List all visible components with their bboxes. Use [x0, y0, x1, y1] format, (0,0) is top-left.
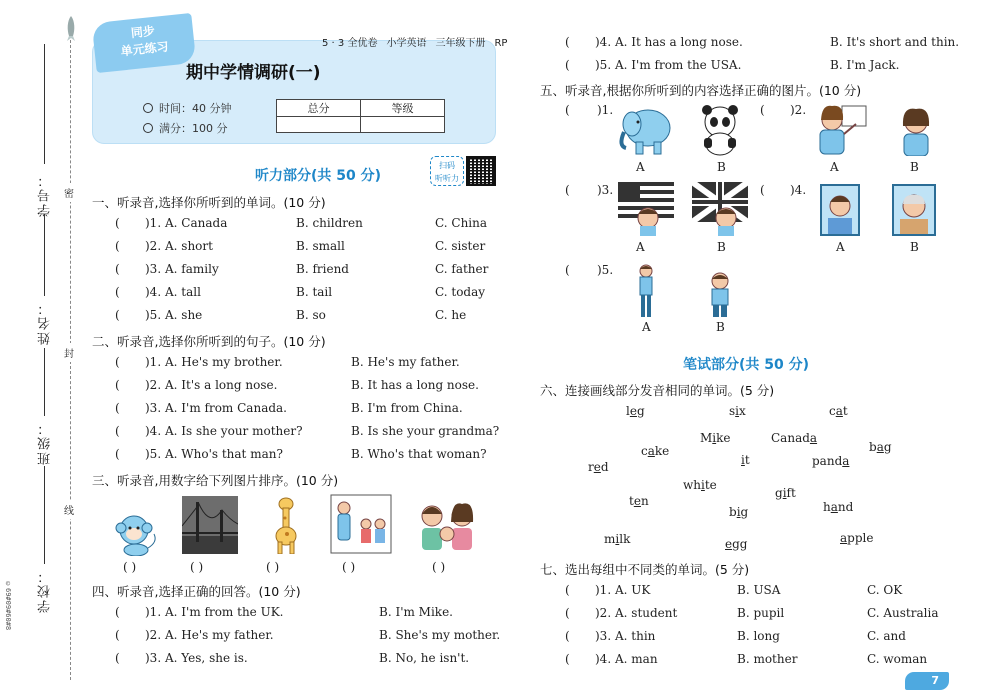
match-word[interactable]: big: [729, 505, 749, 519]
qr-code[interactable]: [466, 156, 496, 186]
sec2-option-b: B. He's my father.: [351, 355, 460, 369]
sec4-option-b: B. It's short and thin.: [830, 35, 960, 49]
sec2-number: )3.: [145, 401, 162, 415]
sec1-option-b: B. friend: [296, 262, 349, 276]
sec4-title: 四、听录音,选择正确的回答。(10 分): [92, 584, 301, 599]
bridge-picture: [182, 496, 238, 554]
sec5-q1-a: A: [636, 160, 645, 174]
match-word[interactable]: Mike: [700, 431, 731, 445]
sec4-option-a: A. It has a long nose.: [615, 35, 743, 49]
sec7-option-b: B. USA: [737, 583, 781, 597]
match-word[interactable]: cake: [641, 444, 670, 458]
class-label: 班级：: [38, 420, 53, 465]
sec1-number: )1.: [145, 216, 162, 230]
woman-teacher-picture: [812, 102, 868, 156]
sec7-option-b: B. pupil: [737, 606, 785, 620]
sec4-number: )5.: [595, 58, 612, 72]
order-blank-2[interactable]: ( ): [190, 560, 204, 574]
sec7-option-a: A. student: [615, 606, 678, 620]
sec4-option-a: A. He's my father.: [165, 628, 274, 642]
sec1-answer-5[interactable]: (: [115, 308, 120, 322]
sec4-option-b: B. She's my mother.: [379, 628, 501, 642]
sec4-option-a: A. Yes, she is.: [165, 651, 248, 665]
sec4-number: )3.: [145, 651, 162, 665]
match-word[interactable]: leg: [626, 404, 645, 418]
sec2-answer-3[interactable]: (: [115, 401, 120, 415]
match-word[interactable]: gift: [775, 486, 796, 500]
grade-cell[interactable]: [361, 117, 445, 133]
sec1-option-b: B. so: [296, 308, 326, 322]
match-word[interactable]: six: [729, 404, 746, 418]
sec1-number: )3.: [145, 262, 162, 276]
sec1-answer-3[interactable]: (: [115, 262, 120, 276]
sec2-option-b: B. Is she your grandma?: [351, 424, 500, 438]
page-number: 7: [905, 672, 949, 690]
match-word[interactable]: bag: [869, 440, 892, 454]
sec1-number: )2.: [145, 239, 162, 253]
sec2-title: 二、听录音,选择你所听到的句子。(10 分): [92, 334, 326, 349]
match-word[interactable]: hand: [823, 500, 854, 514]
sec1-option-c: C. he: [435, 308, 467, 322]
sec1-option-c: C. China: [435, 216, 488, 230]
seal-char-xian: 线: [64, 500, 74, 519]
binding-strip: [0, 0, 86, 693]
sec7-option-a: A. thin: [615, 629, 656, 643]
sec4-answer-4[interactable]: (: [565, 35, 570, 49]
sec1-title: 一、听录音,选择你所听到的单词。(10 分): [92, 195, 326, 210]
sec4-answer-3[interactable]: (: [115, 651, 120, 665]
sec1-option-a: A. Canada: [165, 216, 228, 230]
sec1-number: )4.: [145, 285, 162, 299]
sec2-answer-1[interactable]: (: [115, 355, 120, 369]
sec2-option-a: A. I'm from Canada.: [165, 401, 287, 415]
sec1-option-c: C. father: [435, 262, 489, 276]
tall-boy-picture: [636, 264, 656, 318]
match-word[interactable]: it: [741, 453, 750, 467]
sec7-option-c: C. Australia: [867, 606, 939, 620]
sec5-q2-b: B: [910, 160, 919, 174]
full-score-info: 满分：100 分: [143, 120, 228, 136]
check-icon: [143, 123, 153, 133]
class-line[interactable]: [44, 348, 45, 416]
sec7-number: )2.: [595, 606, 612, 620]
rocket-icon: [65, 16, 77, 42]
sec1-option-c: C. today: [435, 285, 486, 299]
sec5-title: 五、听录音,根据你所听到的内容选择正确的图片。(10 分): [540, 83, 862, 98]
sec3-title: 三、听录音,用数字给下列图片排序。(10 分): [92, 473, 339, 488]
sec1-option-b: B. tail: [296, 285, 333, 299]
match-word[interactable]: Canada: [771, 431, 818, 445]
girl-picture: [896, 104, 936, 156]
sec2-number: )4.: [145, 424, 162, 438]
seal-char-mi: 密: [64, 183, 74, 202]
sec1-option-a: A. she: [165, 308, 203, 322]
sec7-answer-1[interactable]: (: [565, 583, 570, 597]
exam-page: 密 封 线 学号： 姓名： 班级： 学校： ©69#09#60#8 同步 单元练习 5 · 3 全优卷 小学英语 三年级下册 RP 期中学情调研(一) 时间：40 分钟 满分：100 分 总分 等级 听力部分(共 50 分) 扫码 听听力 一、听录音,选择你所听到的单词。(10 分) ( )1. A. Canada B. children C. China ( )2. A. short B. small C. sister ( )3. A. family B. friend C. father ( )4. A. tall B. tail C. today ( )5. A. she B. so C. he 二、听录音,选择你所听到的句子。(10 分) ( )1. A. He's my brother. B. He's my father. ( )2. A. It's a long nose. B. It has a long nose. ( )3. A. I'm from Canada. B. I'm from China. ( )4. A. Is she your mother? B. Is she your grandma? ( )5. A. Who's that man? B. Who's that woman? 三、听录音,用数字给下列图片排序。(10 分) ( ) ( ) ( ) ( ) ( ) 四、听录音,选择正确的回答。(10 分) ( )1. A. I'm from the UK. B. I'm Mike. ( )2. A. He's my father. B. She's my mother. ( )3. A. Yes, she is. B. No, he isn't. ( )4. A. It has a long nose. B. It's short and thin. ( )5. A. I'm from the USA. B. I'm Jack. 五、听录音,根据你所听到的内容选择正确的图片。(10 分) ( )1. A B ( )2. A B ( )3. A B ( )4. A B ( )5. A B 笔试部分(共 50 分) 六、连接画线部分发音相同的单词。(5 分) leg six cat Mike Canada cake bag red it panda white ten gift hand big milk egg apple 七、选出每组中不同类的单词。(5 分) ( )1. A. UK B. USA C. OK ( )2. A. student B. pupil C. Australia ( )3. A. thin B. long C. and ( )4. A. man B. mother C. woman 7: [0, 0, 1000, 693]
sec2-answer-2[interactable]: (: [115, 378, 120, 392]
sec2-answer-4[interactable]: (: [115, 424, 120, 438]
sync-unit-badge: 同步 单元练习: [92, 13, 197, 73]
score-table: 总分 等级: [276, 99, 445, 133]
panda-picture: [698, 104, 742, 156]
sec7-option-a: A. man: [615, 652, 658, 666]
sec5-q3-b: B: [717, 240, 726, 254]
sec2-answer-5[interactable]: (: [115, 447, 120, 461]
sec7-number: )3.: [595, 629, 612, 643]
side-code: ©69#09#60#8: [4, 580, 12, 631]
sec4-answer-2[interactable]: (: [115, 628, 120, 642]
sec5-q1-b: B: [717, 160, 726, 174]
sec2-number: )2.: [145, 378, 162, 392]
sec7-number: )4.: [595, 652, 612, 666]
sec2-option-a: A. It's a long nose.: [165, 378, 278, 392]
match-word[interactable]: egg: [725, 537, 748, 551]
name-label: 姓名：: [38, 300, 53, 345]
sec2-number: )1.: [145, 355, 162, 369]
seal-char-feng: 封: [64, 343, 74, 362]
match-word[interactable]: ten: [629, 494, 649, 508]
monkey-picture: [112, 512, 160, 556]
sec2-option-b: B. I'm from China.: [351, 401, 463, 415]
exam-title: 期中学情调研(一): [186, 63, 321, 83]
sec2-option-b: B. Who's that woman?: [351, 447, 487, 461]
elephant-picture: [616, 102, 680, 156]
teacher-students-picture: [330, 494, 392, 554]
sec1-answer-2[interactable]: (: [115, 239, 120, 253]
order-blank-3[interactable]: ( ): [266, 560, 280, 574]
sec1-option-b: B. children: [296, 216, 363, 230]
sec7-option-c: C. OK: [867, 583, 903, 597]
sec1-option-b: B. small: [296, 239, 345, 253]
scan-label: 扫码 听听力: [430, 156, 464, 186]
sec5-q2-a: A: [830, 160, 839, 174]
sec4-answer-1[interactable]: (: [115, 605, 120, 619]
sec1-answer-1[interactable]: (: [115, 216, 120, 230]
match-word[interactable]: milk: [604, 532, 631, 546]
sec7-answer-2[interactable]: (: [565, 606, 570, 620]
family-picture: [418, 500, 478, 552]
sec5-q4-a: A: [836, 240, 845, 254]
order-blank-1[interactable]: ( ): [123, 560, 137, 574]
student-id-label: 学号：: [38, 172, 53, 217]
listening-title: 听力部分(共 50 分): [255, 168, 382, 184]
sec7-option-c: C. and: [867, 629, 906, 643]
sec2-option-a: A. He's my brother.: [165, 355, 283, 369]
total-score-cell[interactable]: [277, 117, 361, 133]
school-line[interactable]: [44, 466, 45, 564]
sec1-number: )5.: [145, 308, 162, 322]
match-word[interactable]: white: [683, 478, 717, 492]
sec1-option-a: A. family: [165, 262, 219, 276]
sec4-option-b: B. I'm Mike.: [379, 605, 453, 619]
student-id-line[interactable]: [44, 44, 45, 164]
time-info: 时间：40 分钟: [143, 100, 232, 116]
name-line[interactable]: [44, 214, 45, 296]
sec1-option-a: A. short: [165, 239, 213, 253]
sec2-number: )5.: [145, 447, 162, 461]
sec7-option-b: B. mother: [737, 652, 798, 666]
match-word[interactable]: cat: [829, 404, 848, 418]
sec5-q5-a: A: [642, 320, 651, 334]
sec2-option-b: B. It has a long nose.: [351, 378, 479, 392]
sec5-q5-b: B: [716, 320, 725, 334]
sec7-title: 七、选出每组中不同类的单词。(5 分): [540, 562, 750, 577]
sec4-number: )4.: [595, 35, 612, 49]
man-portrait-picture: [820, 184, 860, 236]
sec1-answer-4[interactable]: (: [115, 285, 120, 299]
school-label: 学校：: [38, 568, 53, 613]
sec4-number: )1.: [145, 605, 162, 619]
sec4-option-a: A. I'm from the UK.: [165, 605, 284, 619]
usa-flag-boy-picture: [618, 182, 674, 236]
uk-flag-boy-picture: [692, 182, 748, 236]
series-line: 5 · 3 全优卷 小学英语 三年级下册 RP: [322, 38, 508, 49]
sec5-q4-b: B: [910, 240, 919, 254]
short-boy-picture: [708, 272, 732, 318]
match-word[interactable]: apple: [840, 531, 874, 545]
sec7-answer-4[interactable]: (: [565, 652, 570, 666]
sec7-option-a: A. UK: [615, 583, 651, 597]
written-title: 笔试部分(共 50 分): [683, 357, 810, 373]
sec2-option-a: A. Is she your mother?: [165, 424, 303, 438]
sec2-option-a: A. Who's that man?: [165, 447, 283, 461]
sec4-option-b: B. I'm Jack.: [830, 58, 900, 72]
match-word[interactable]: red: [588, 460, 609, 474]
grandpa-portrait-picture: [892, 184, 936, 236]
order-blank-4[interactable]: ( ): [342, 560, 356, 574]
sec4-number: )2.: [145, 628, 162, 642]
sec6-title: 六、连接画线部分发音相同的单词。(5 分): [540, 383, 775, 398]
sec1-option-a: A. tall: [165, 285, 201, 299]
sec5-q3-a: A: [636, 240, 645, 254]
sec1-option-c: C. sister: [435, 239, 486, 253]
giraffe-picture: [268, 494, 302, 554]
order-blank-5[interactable]: ( ): [432, 560, 446, 574]
sec7-number: )1.: [595, 583, 612, 597]
sec7-answer-3[interactable]: (: [565, 629, 570, 643]
sec7-option-b: B. long: [737, 629, 780, 643]
match-word[interactable]: panda: [812, 454, 850, 468]
clock-icon: [143, 103, 153, 113]
sec4-option-b: B. No, he isn't.: [379, 651, 470, 665]
sec4-answer-5[interactable]: (: [565, 58, 570, 72]
sec4-option-a: A. I'm from the USA.: [615, 58, 742, 72]
sec7-option-c: C. woman: [867, 652, 928, 666]
